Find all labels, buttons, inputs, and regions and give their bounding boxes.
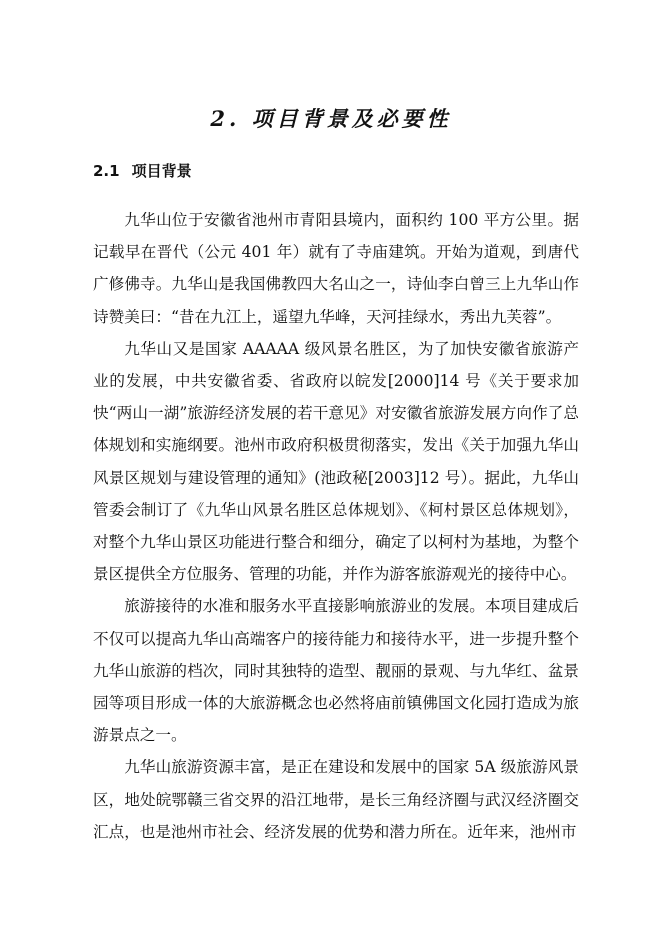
section-title: 项目背景 — [131, 162, 192, 180]
paragraph: 旅游接待的水准和服务水平直接影响旅游业的发展。本项目建成后不仅可以提高九华山高端客户的接待能力和接待水平，进一步提升整个九华山旅游的档次，同时其独特的造型、靓丽的景观、与九华红、盆景园等项目形成一体的大旅游概念也必然将庙前镇佛国文化园打造成为旅游景点之一。 — [93, 597, 579, 745]
paragraph: 九华山又是国家 AAAAA 级风景名胜区，为了加快安徽省旅游产业的发展，中共安徽省委、省政府以皖发[2000]14 号《关于要求加快“两山一湖”旅游经济发展的若干意见》对安徽省旅游发展方向作了总体规划和实施纲要。池州市政府积极贯彻落实，发出《关于加强九华山风景区规划与建设管理的通知》(池政秘[2003]12 号）。据此，九华山管委会制订了《九华山风景名胜区总体规划》、《柯村景区总体规划》，对整个九华山景区功能进行整合和细分，确定了以柯村为基地，为整个景区提供全方位服务、管理的功能，并作为游客旅游观光的接待中心。 — [93, 339, 579, 584]
paragraph: 九华山位于安徽省池州市青阳县境内，面积约 100 平方公里。据记载早在晋代（公元 401 年）就有了寺庙建筑。开始为道观，到唐代广修佛寺。九华山是我国佛教四大名山之一，诗仙李白曾三上九华山作诗赞美曰：“昔在九江上，遥望九华峰，天河挂绿水，秀出九芙蓉”。 — [93, 211, 579, 326]
section-heading — [93, 160, 192, 181]
section-number: 2.1 — [93, 162, 120, 180]
paragraph: 九华山旅游资源丰富，是正在建设和发展中的国家 5A 级旅游风景区，地处皖鄂赣三省交界的沿江地带，是长三角经济圈与武汉经济圈交汇点，也是池州市社会、经济发展的优势和潜力所在。近年来，池州市 — [93, 758, 579, 841]
chapter-title: 2. 项目背景及必要性 — [210, 106, 452, 131]
body-text — [93, 204, 579, 848]
